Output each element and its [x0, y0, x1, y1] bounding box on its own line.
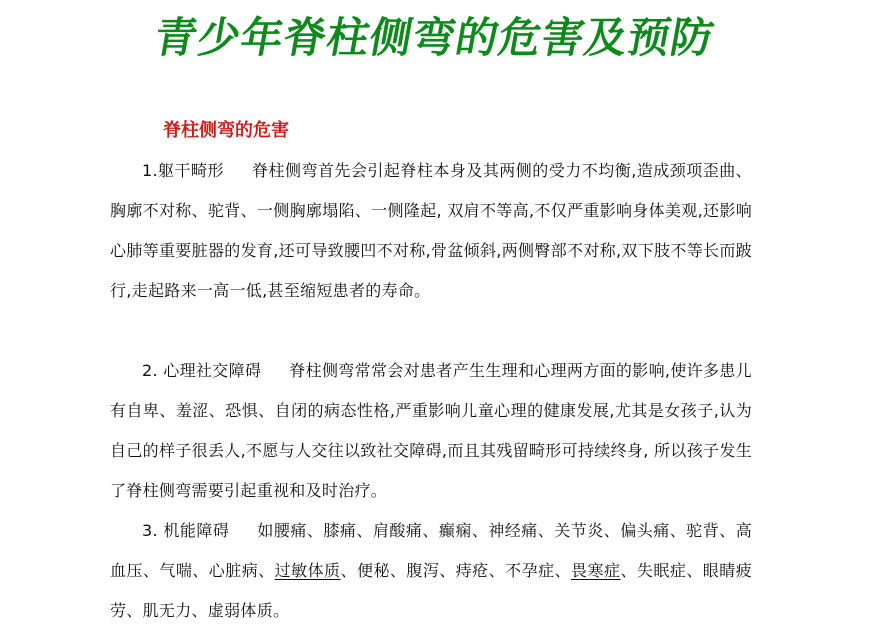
- cold-intolerance-link[interactable]: 畏寒症: [571, 561, 621, 580]
- allergy-link[interactable]: 过敏体质: [274, 561, 341, 580]
- paragraph-body: 脊柱侧弯首先会引起脊柱本身及其两侧的受力不均衡,造成颈项歪曲、胸廓不对称、驼背、一侧胸廓塌陷、一侧隆起, 双肩不等高,不仅严重影响身体美观,还影响心肺等重要脏器的发育,还可导致腰凹不对称,骨盆倾斜,两侧臀部不对称,双下肢不等长而跛行,走起路来一高一低,甚至缩短患者的寿命。: [110, 161, 752, 300]
- paragraph-body-part: 如腰痛、膝痛、肩酸痛、癫痫、神经痛、关节炎、偏头痛、驼背、高血压、气喘、心脏病、: [110, 521, 752, 580]
- page-title: 青少年脊柱侧弯的危害及预防: [150, 13, 719, 62]
- paragraph-deformity: [110, 151, 752, 311]
- paragraph-function: [110, 511, 752, 631]
- paragraph-lead: 3. 机能障碍: [142, 521, 230, 540]
- paragraph-body-part: 、失眠症、眼睛疲劳、肌无力、虚弱体质。: [110, 561, 753, 620]
- paragraph-body-part: 、便秘、腹泻、痔疮、不孕症、: [340, 561, 572, 580]
- paragraph-body: 脊柱侧弯常常会对患者产生生理和心理两方面的影响,使许多患儿有自卑、羞涩、恐惧、自闭的病态性格,严重影响儿童心理的健康发展,尤其是女孩子,认为自己的样子很丢人,不愿与人交往以致社交障碍,而且其残留畸形可持续终身, 所以孩子发生了脊柱侧弯需要引起重视和及时治疗。: [110, 361, 752, 500]
- paragraph-lead: 2. 心理社交障碍: [142, 361, 262, 380]
- paragraph-lead: 1.躯干畸形: [142, 161, 224, 180]
- section-heading: 脊柱侧弯的危害: [163, 120, 289, 141]
- paragraph-social: [110, 351, 752, 511]
